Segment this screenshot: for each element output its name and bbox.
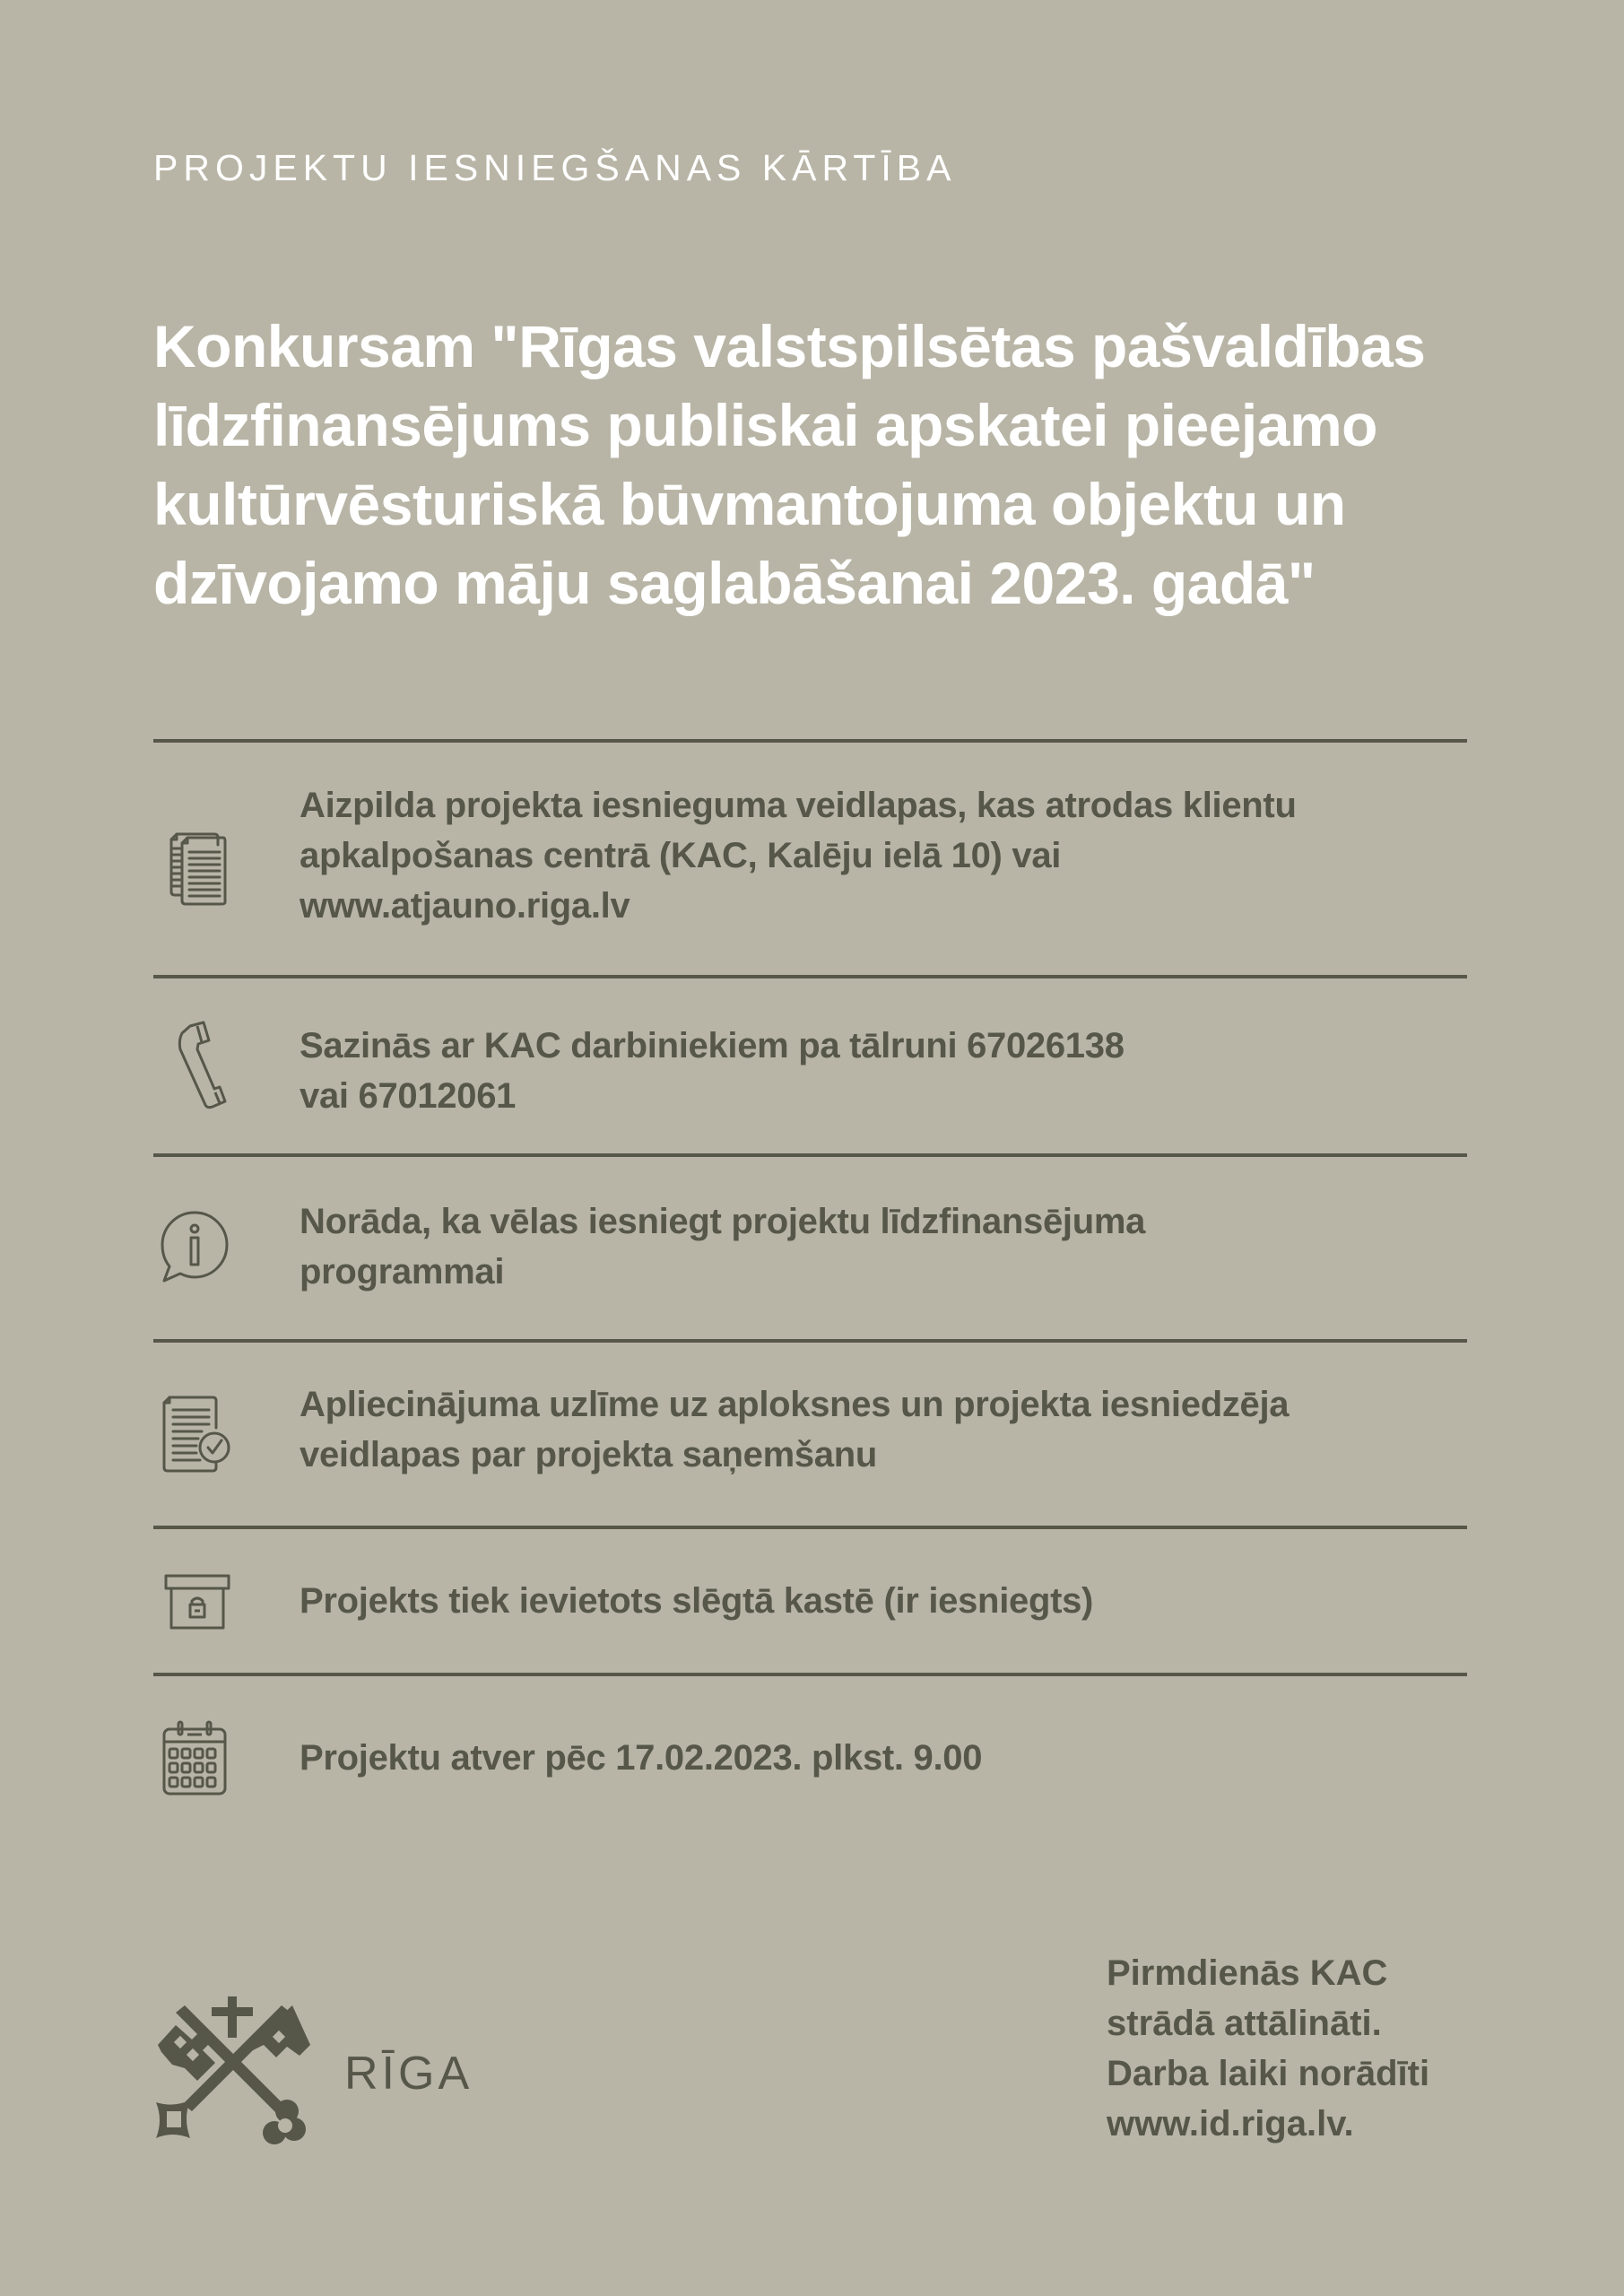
divider [153,1526,1467,1529]
divider [153,1153,1467,1157]
step-text [300,1576,1093,1626]
info-bubble-icon [159,1209,230,1288]
step-text-line: apkalpošanas centrā (KAC, Kalēju ielā 10) vai [300,836,1062,875]
step-text [300,1196,1145,1297]
step-text-line: veidlapas par projekta saņemšanu [300,1435,878,1474]
title-line: Konkursam "Rīgas valstspilsētas pašvaldības [153,313,1426,379]
step-text-line: Aizpilda projekta iesnieguma veidlapas, kas atrodas klientu [300,786,1297,825]
phone-icon [159,1021,230,1110]
divider [153,1339,1467,1343]
step-text-line: programmai [300,1252,505,1292]
step-text-line: Projektu atver pēc 17.02.2023. plkst. 9.00 [300,1738,983,1778]
document-check-icon [159,1392,230,1473]
divider [153,975,1467,978]
note-line: www.id.riga.lv. [1107,2104,1354,2144]
documents-icon [159,816,230,906]
title-line: dzīvojamo māju saglabāšanai 2023. gadā" [153,550,1316,616]
note-line: Darba laiki norādīti [1107,2054,1430,2093]
locked-box-icon [159,1574,230,1630]
section-kicker: PROJEKTU IESNIEGŠANAS KĀRTĪBA [153,147,957,188]
riga-keys-cross-icon [152,1993,314,2154]
note-line: Pirmdienās KAC [1107,1953,1388,1993]
step-text-line: Projekts tiek ievietots slēgtā kastē (ir iesniegts) [300,1581,1094,1621]
riga-logo [152,1993,314,2159]
step-text-line: Norāda, ka vēlas iesniegt projektu līdzfinansējuma [300,1202,1146,1241]
step-text-line: Apliecinājuma uzlīme uz aploksnes un projekta iesniedzēja [300,1385,1290,1424]
calendar-icon [159,1720,230,1796]
kac-hours-note [1107,1948,1429,2149]
step-text-line: vai 67012061 [300,1076,517,1116]
title-line: līdzfinansējums publiskai apskatei pieejamo [153,392,1377,458]
step-text-line: Sazinās ar KAC darbiniekiem pa tālruni 67026138 [300,1026,1125,1065]
note-line: strādā attālināti. [1107,2004,1382,2043]
step-text [300,780,1297,931]
step-text [300,1021,1125,1121]
title-line: kultūrvēsturiskā būvmantojuma objektu un [153,471,1346,537]
step-text [300,1733,982,1783]
divider [153,739,1467,743]
step-text [300,1379,1289,1480]
step-text-line: www.atjauno.riga.lv [300,886,630,926]
divider [153,1673,1467,1676]
riga-wordmark: RĪGA [344,2048,473,2100]
page-title [153,307,1552,622]
